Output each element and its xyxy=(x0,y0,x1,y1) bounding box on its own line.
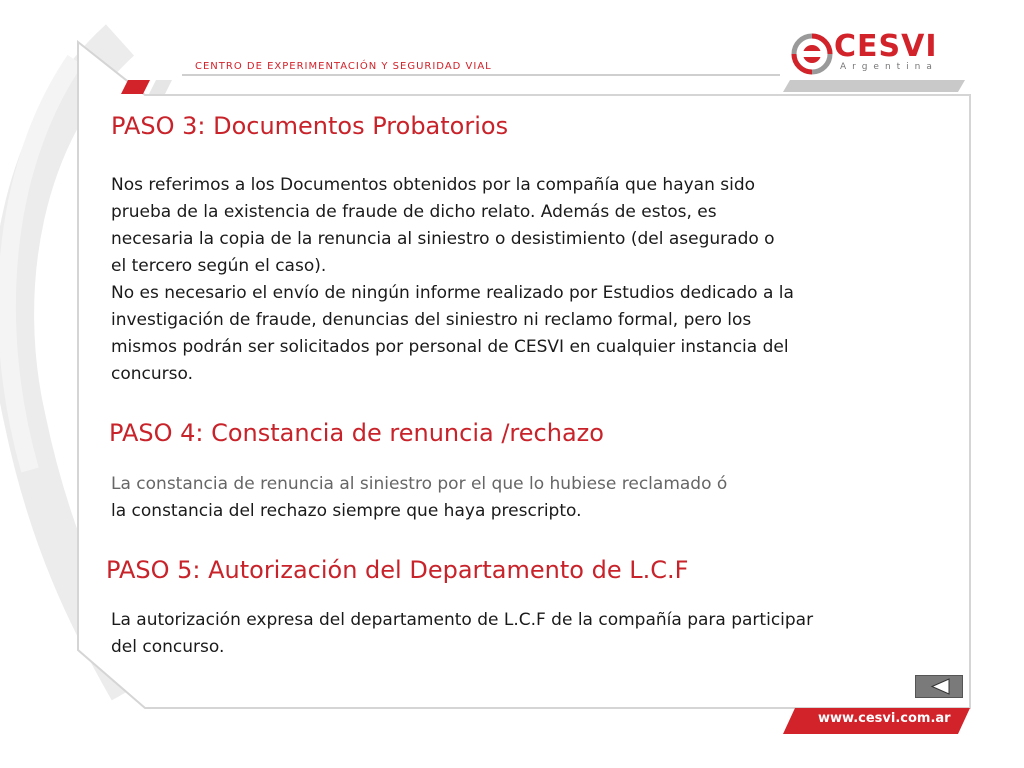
body-line: la constancia del rechazo siempre que haya prescripto. xyxy=(111,501,582,521)
body-line: necesaria la copia de la renuncia al siniestro o desistimiento (del asegurado o xyxy=(111,229,775,249)
body-line: investigación de fraude, denuncias del siniestro ni reclamo formal, pero los xyxy=(111,310,752,330)
previous-slide-button[interactable] xyxy=(915,675,963,698)
gray-accent-stripe xyxy=(149,80,172,94)
logo-wordmark: CESVI xyxy=(834,29,938,64)
section-heading-paso-3: PASO 3: Documentos Probatorios xyxy=(111,112,509,140)
logo-underbar xyxy=(783,80,965,92)
body-line: La autorización expresa del departamento de L.C.F de la compañía para participar xyxy=(111,610,814,630)
body-line: mismos podrán ser solicitados por personal de CESVI en cualquier instancia del xyxy=(111,337,789,357)
section-body-paso-5 xyxy=(111,607,813,661)
body-line: Nos referimos a los Documentos obtenidos por la compañía que hayan sido xyxy=(111,175,756,195)
body-line: el tercero según el caso). xyxy=(111,256,327,276)
body-line: prueba de la existencia de fraude de dicho relato. Además de estos, es xyxy=(111,202,717,222)
section-heading-paso-4: PASO 4: Constancia de renuncia /rechazo xyxy=(109,419,604,447)
section-body-paso-4 xyxy=(111,471,727,525)
section-heading-paso-5: PASO 5: Autorización del Departamento de L.C.F xyxy=(106,556,689,584)
body-line: No es necesario el envío de ningún informe realizado por Estudios dedicado a la xyxy=(111,283,794,303)
footer-website-link[interactable]: www.cesvi.com.ar xyxy=(818,711,951,726)
body-line: La constancia de renuncia al siniestro por el que lo hubiese reclamado ó xyxy=(111,474,728,494)
section-body-paso-3 xyxy=(111,172,794,388)
logo-emblem-icon xyxy=(790,32,834,76)
organization-name: CENTRO DE EXPERIMENTACIÓN Y SEGURIDAD VIAL xyxy=(195,61,492,72)
back-triangle-icon xyxy=(916,676,962,697)
body-line: concurso. xyxy=(111,364,193,384)
body-line: del concurso. xyxy=(111,637,225,657)
cesvi-logo xyxy=(790,30,960,78)
logo-country: Argentina xyxy=(840,62,938,72)
